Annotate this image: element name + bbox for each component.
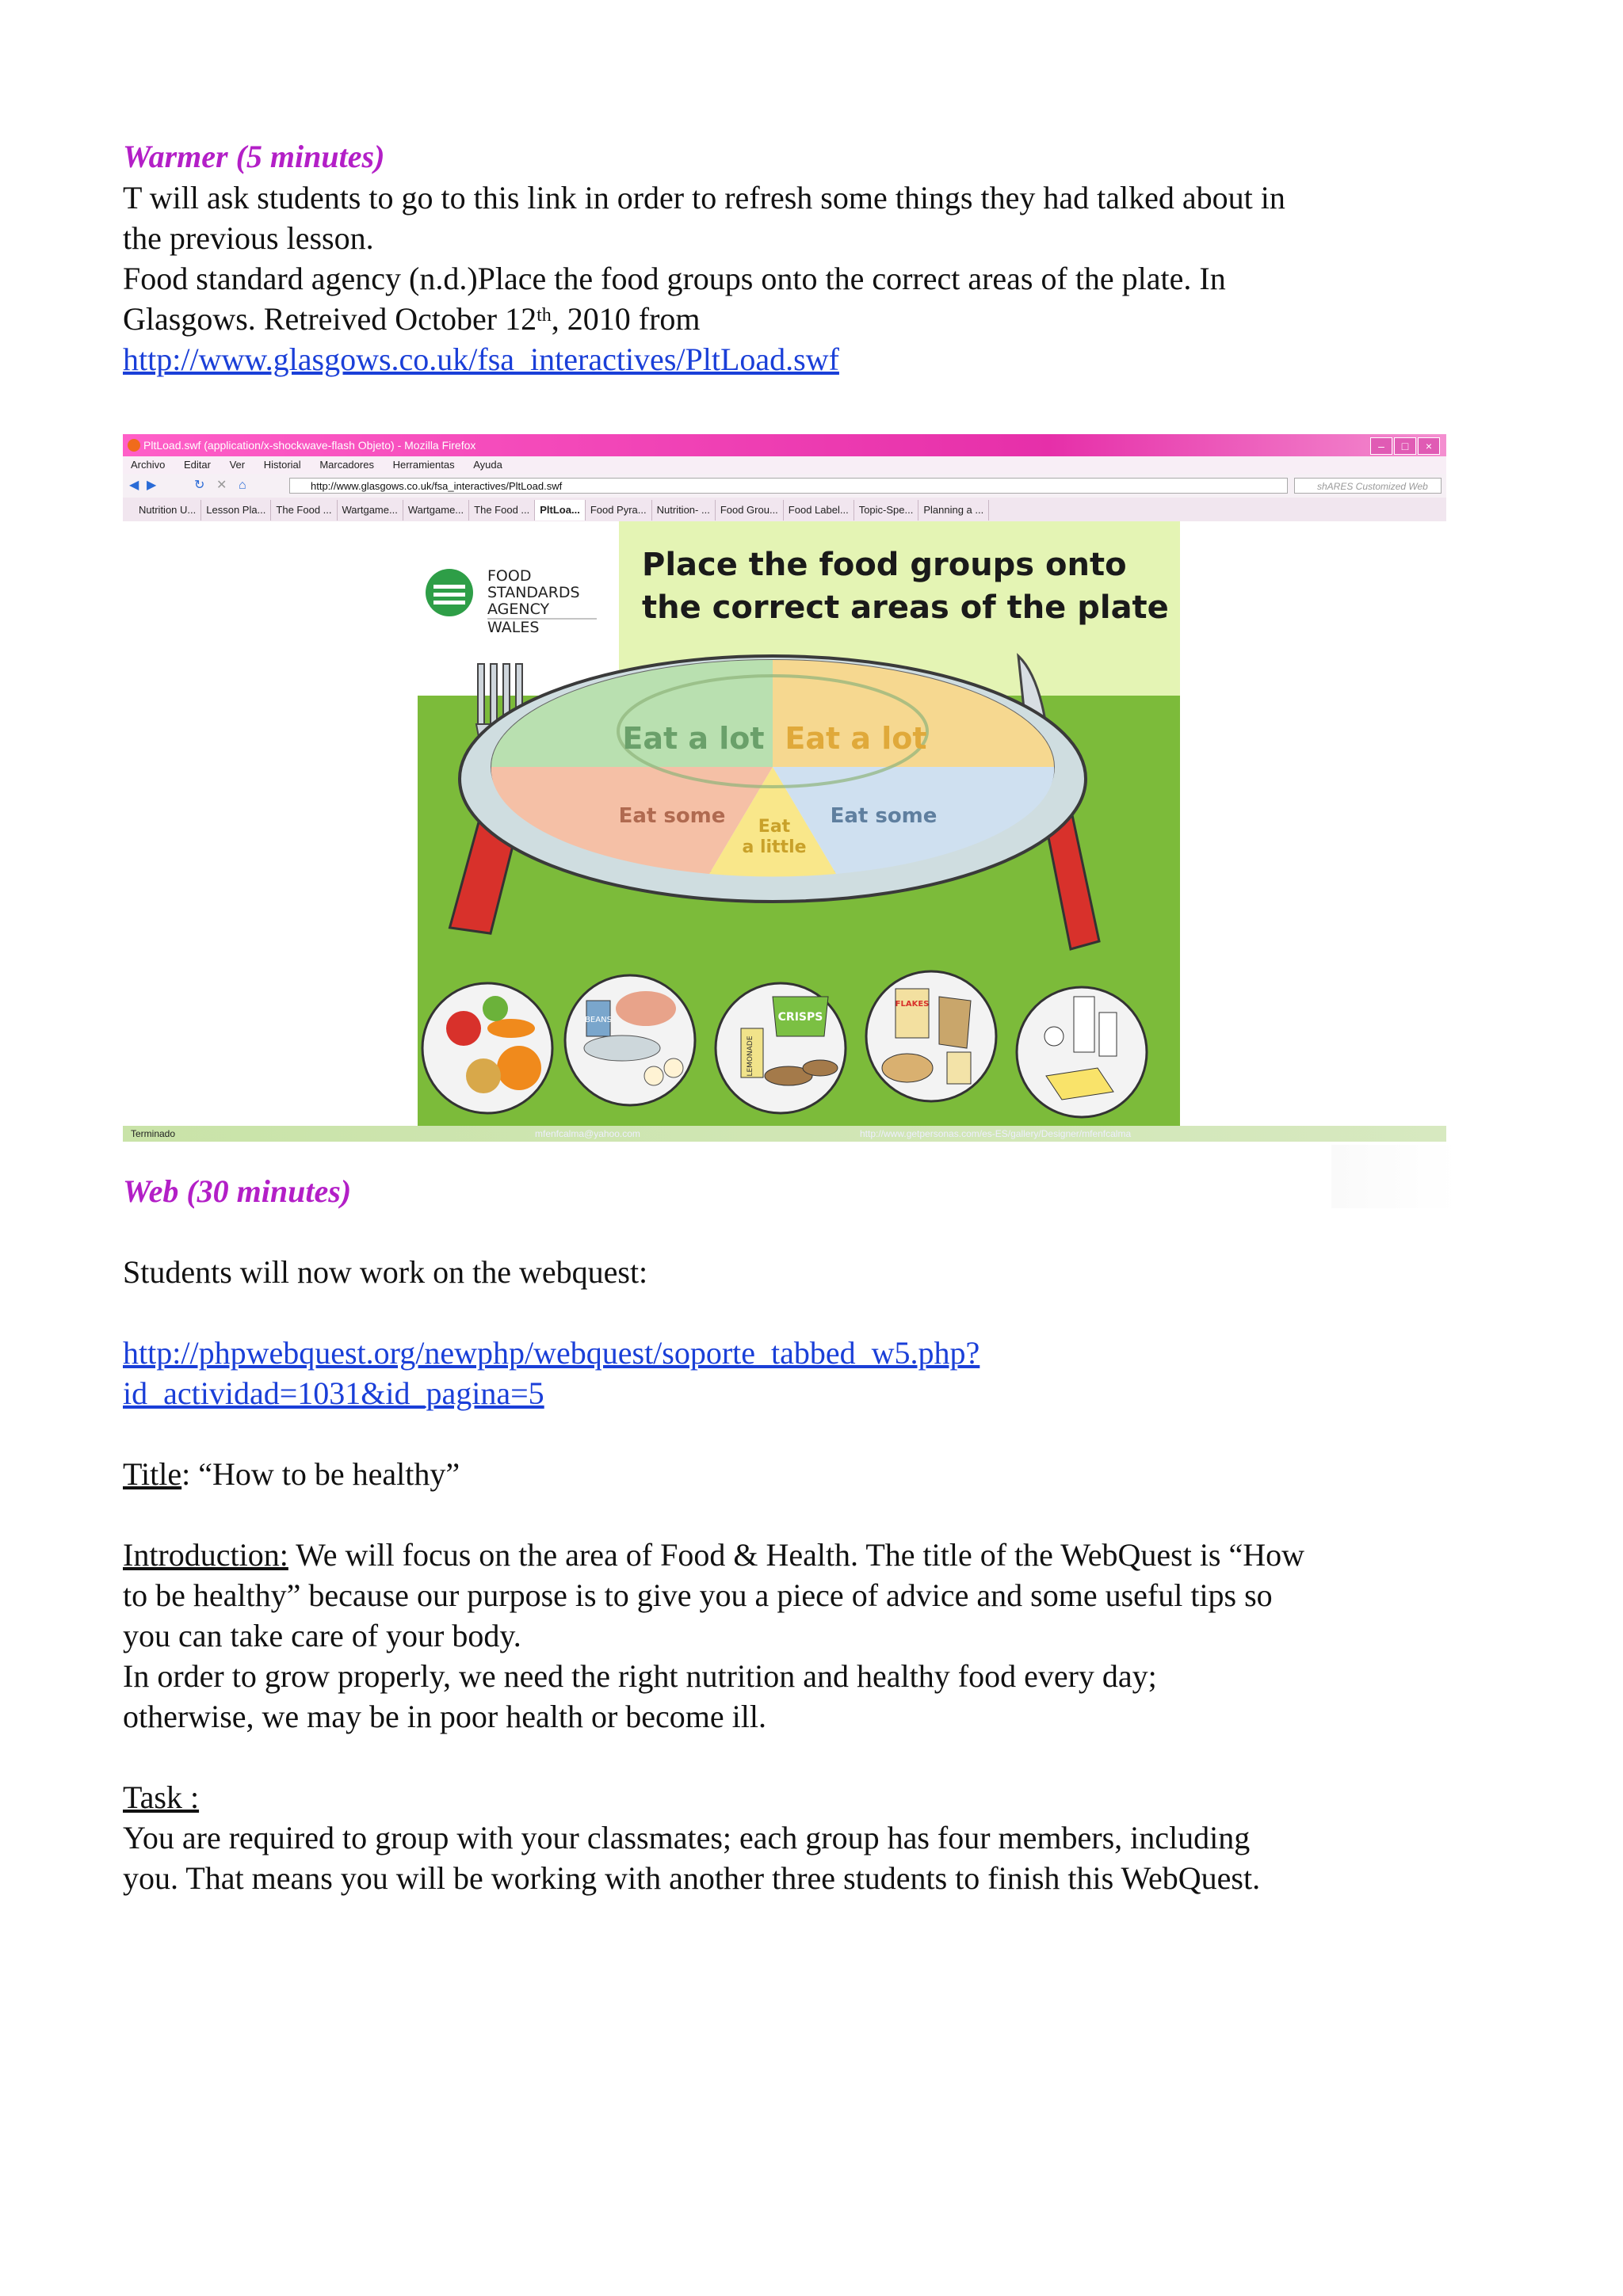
task-text: you. That means you will be working with another three students to finish this WebQuest.: [123, 1860, 1261, 1896]
food-plate-illustration: [123, 521, 1446, 1126]
status-bar: [123, 1126, 1446, 1142]
status-text: Terminado: [131, 1128, 176, 1139]
status-persona-url: http://www.getpersonas.com/es-ES/gallery/Designer/mfenfcalma: [860, 1128, 1132, 1139]
faded-margin: [1331, 1145, 1458, 1208]
food-group-fatty-sugary: [716, 983, 846, 1113]
eat-a-lot-right-label: Eat a lot: [785, 721, 927, 756]
firefox-icon: [128, 439, 140, 452]
menu-bar: [123, 456, 1446, 474]
food-group-fruit-veg: [422, 983, 552, 1113]
window-controls: [1370, 437, 1440, 453]
introduction-text: to be healthy” because our purpose is to give you a piece of advice and some useful tips so: [123, 1577, 1273, 1613]
title-value: : “How to be healthy”: [181, 1456, 460, 1492]
menu-herramientas[interactable]: Herramientas: [392, 459, 455, 471]
food-group-starchy: [866, 971, 996, 1101]
introduction-line: [123, 1535, 1304, 1575]
web-intro: Students will now work on the webquest:: [123, 1254, 648, 1290]
url-input[interactable]: http://www.glasgows.co.uk/fsa_interactives/PltLoad.swf: [289, 478, 1288, 494]
eat-some-left-label: Eat some: [618, 804, 726, 828]
glasgows-link[interactable]: http://www.glasgows.co.uk/fsa_interactives/PltLoad.swf: [123, 341, 839, 377]
forward-icon[interactable]: ▶: [147, 479, 157, 492]
introduction-text: you can take care of your body.: [123, 1618, 521, 1653]
menu-marcadores[interactable]: Marcadores: [319, 459, 374, 471]
menu-historial[interactable]: Historial: [263, 459, 301, 471]
introduction-text: We will focus on the area of Food & Health. The title of the WebQuest is “How: [288, 1537, 1305, 1573]
tab-lesson-plan[interactable]: Lesson Pla...: [201, 500, 271, 521]
flakes-label: FLAKES: [895, 1000, 930, 1009]
status-persona-email: mfenfcalma@yahoo.com: [535, 1128, 640, 1139]
webquest-link[interactable]: http://phpwebquest.org/newphp/webquest/soporte_tabbed_w5.php?: [123, 1335, 980, 1371]
search-input[interactable]: shARES Customized Web: [1294, 478, 1442, 494]
citation-text: Glasgows. Retreived October 12: [123, 301, 537, 337]
tab-pltload-active[interactable]: PltLoa...: [535, 500, 586, 521]
webquest-link[interactable]: id_actividad=1031&id_pagina=5: [123, 1375, 544, 1411]
introduction-text: otherwise, we may be in poor health or become ill.: [123, 1699, 766, 1734]
tab-the-food-2[interactable]: The Food ...: [469, 500, 535, 521]
lemonade-label: LEMONADE: [747, 1035, 754, 1077]
tab-nutrition[interactable]: Nutrition U...: [134, 500, 201, 521]
crisps-label: CRISPS: [777, 1011, 823, 1024]
flash-content[interactable]: [123, 521, 1446, 1126]
tab-planning[interactable]: Planning a ...: [918, 500, 989, 521]
food-group-protein: [565, 975, 695, 1105]
title-line: [123, 1454, 460, 1494]
back-icon[interactable]: ◀: [129, 479, 139, 492]
tab-nutrition-2[interactable]: Nutrition- ...: [652, 500, 716, 521]
maximize-button[interactable]: □: [1394, 437, 1416, 455]
warmer-text-line: T will ask students to go to this link in order to refresh some things they had talked about in: [123, 180, 1285, 215]
tab-food-groups[interactable]: Food Grou...: [716, 500, 784, 521]
introduction-label: Introduction:: [123, 1537, 288, 1573]
fsa-logo-stripe: [433, 593, 465, 597]
agency-line: WALES: [487, 619, 540, 636]
close-button[interactable]: ×: [1418, 437, 1440, 455]
window-title: PltLoad.swf (application/x-shockwave-flash Objeto) - Mozilla Firefox: [143, 439, 476, 452]
navigation-toolbar: [123, 474, 1446, 498]
citation-text: , 2010 from: [551, 301, 701, 337]
food-group-dairy: [1017, 987, 1147, 1117]
eat-some-right-label: Eat some: [830, 804, 938, 828]
eat-a-lot-left-label: Eat a lot: [622, 721, 765, 756]
headline-line-1: Place the food groups onto: [642, 547, 1127, 583]
eat-a-little-label: Eat: [758, 817, 791, 837]
headline-line-2: the correct areas of the plate: [642, 589, 1169, 626]
tab-wartgame-2[interactable]: Wartgame...: [403, 500, 469, 521]
browser-screenshot: [123, 434, 1446, 1142]
menu-ayuda[interactable]: Ayuda: [473, 459, 502, 471]
tab-bar: [123, 498, 1446, 521]
tab-food-pyramid[interactable]: Food Pyra...: [586, 500, 652, 521]
warmer-heading: Warmer (5 minutes): [123, 139, 385, 174]
beans-label: BEANS: [585, 1016, 612, 1024]
tab-the-food[interactable]: The Food ...: [271, 500, 337, 521]
introduction-text: In order to grow properly, we need the right nutrition and healthy food every day;: [123, 1658, 1157, 1694]
menu-archivo[interactable]: Archivo: [131, 459, 166, 471]
tab-wartgame[interactable]: Wartgame...: [338, 500, 403, 521]
agency-line: FOOD: [487, 567, 532, 585]
task-text: You are required to group with your classmates; each group has four members, including: [123, 1820, 1251, 1855]
stop-icon[interactable]: ✕: [216, 479, 227, 492]
eat-a-little-label: a little: [742, 837, 807, 857]
agency-line: AGENCY: [487, 601, 550, 618]
agency-line: STANDARDS: [487, 584, 580, 601]
home-icon[interactable]: ⌂: [239, 479, 246, 492]
citation-superscript: th: [537, 305, 552, 326]
menu-ver[interactable]: Ver: [229, 459, 246, 471]
minimize-button[interactable]: –: [1370, 437, 1392, 455]
citation-line: [123, 299, 701, 339]
reload-icon[interactable]: ↻: [194, 479, 205, 492]
browser-titlebar: [123, 434, 1446, 456]
warmer-text-line: the previous lesson.: [123, 220, 374, 256]
task-label: Task :: [123, 1779, 200, 1815]
tab-food-label[interactable]: Food Label...: [784, 500, 854, 521]
fsa-logo-stripe: [433, 601, 465, 605]
tab-topic-spe[interactable]: Topic-Spe...: [854, 500, 919, 521]
menu-editar[interactable]: Editar: [183, 459, 211, 471]
warmer-text-line: Food standard agency (n.d.)Place the food groups onto the correct areas of the plate. In: [123, 261, 1226, 296]
fsa-logo-stripe: [433, 585, 465, 589]
title-label: Title: [123, 1456, 182, 1492]
web-heading: Web (30 minutes): [123, 1173, 352, 1209]
